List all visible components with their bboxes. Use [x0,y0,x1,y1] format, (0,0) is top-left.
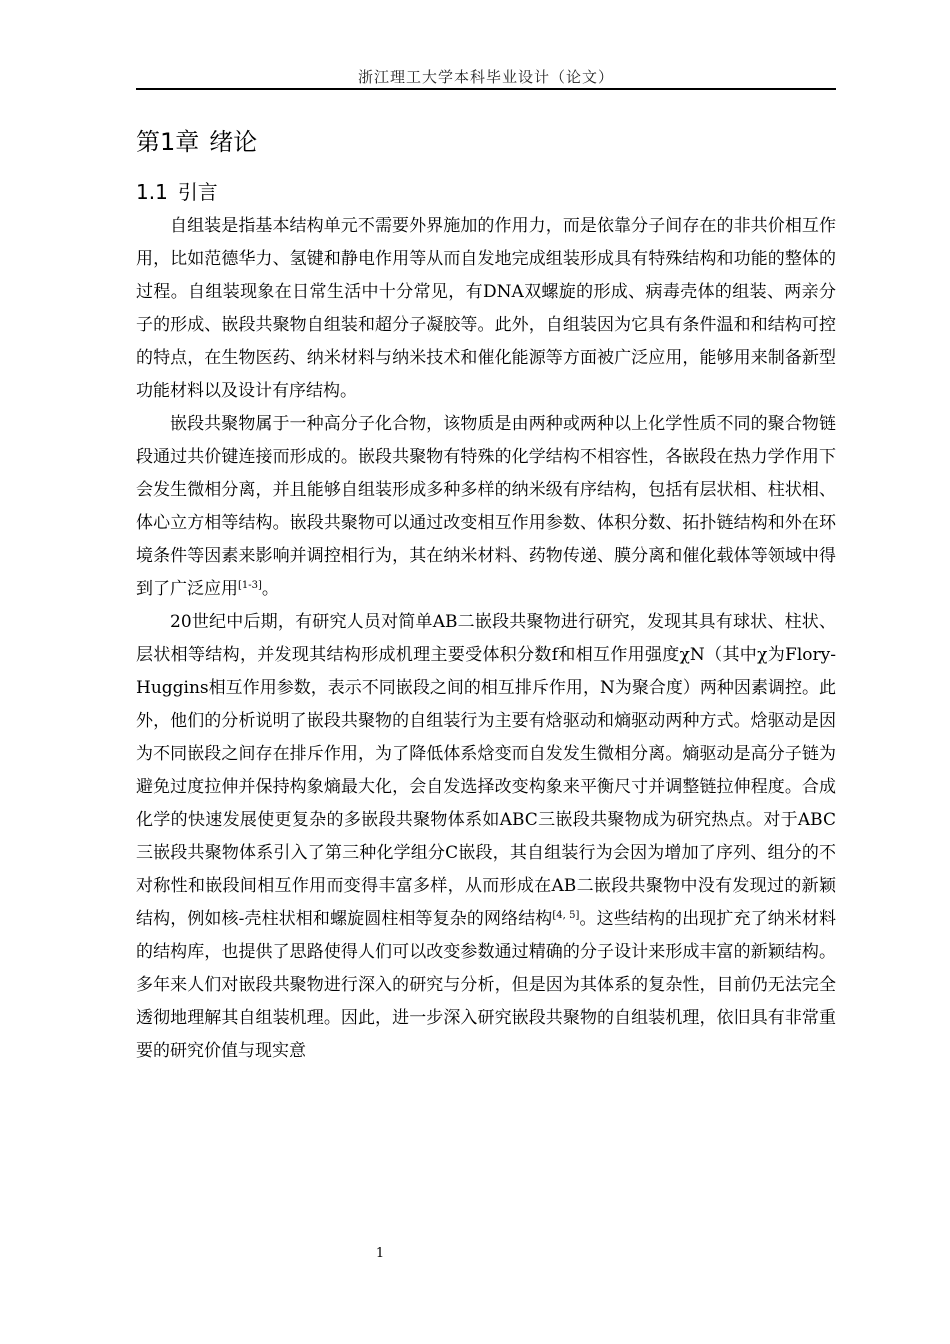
chapter-heading [136,122,267,157]
paragraph [136,210,836,408]
section-heading [136,176,228,205]
chapter-title: 绪论 [209,128,258,156]
paragraph-text: 自组装是指基本结构单元不需要外界施加的作用力，而是依靠分子间存在的非共价相互作用，比如范德华力、氢键和静电作用等从而自发地完成组装形成具有特殊结构和功能的整体的过程。自组装现象在日常生活中十分常见，有DNA双螺旋的形成、病毒壳体的组装、两亲分子的形成、嵌段共聚物自组装和超分子凝胶等。此外，自组装因为它具有条件温和和结构可控的特点，在生物医药、纳米材料与纳米技术和催化能源等方面被广泛应用，能够用来制备新型功能材料以及设计有序结构。 [136,216,836,401]
paragraph [136,408,836,606]
paragraph-text: 嵌段共聚物属于一种高分子化合物，该物质是由两种或两种以上化学性质不同的聚合物链段通过共价键连接而形成的。嵌段共聚物有特殊的化学结构不相容性，各嵌段在热力学作用下会发生微相分离，并且能够自组装形成多种多样的纳米级有序结构，包括有层状相、柱状相、体心立方相等结构。嵌段共聚物可以通过改变相互作用参数、体积分数、拓扑链结构和外在环境条件等因素来影响并调控相行为，其在纳米材料、药物传递、膜分离和催化载体等领域中得到了广泛应用 [136,414,836,599]
section-title: 引言 [177,180,218,204]
citation: [4, 5] [552,910,580,921]
body-text [136,210,836,1068]
running-header: 浙江理工大学本科毕业设计（论文） [357,68,614,86]
paragraph-text: 20世纪中后期，有研究人员对简单AB二嵌段共聚物进行研究，发现其具有球状、柱状、层状相等结构，并发现其结构形成机理主要受体积分数f和相互作用强度χN（其中χ为Flory-Huggins相互作用参数，表示不同嵌段之间的相互排斥作用，N为聚合度）两种因素调控。此外，他们的分析说明了嵌段共聚物的自组装行为主要有焓驱动和熵驱动两种方式。焓驱动是因为不同嵌段之间存在排斥作用，为了降低体系焓变而自发发生微相分离。熵驱动是高分子链为避免过度拉伸并保持构象熵最大化，会自发选择改变构象来平衡尺寸并调整链拉伸程度。合成化学的快速发展使更复杂的多嵌段共聚物体系如ABC三嵌段共聚物成为研究热点。对于ABC三嵌段共聚物体系引入了第三种化学组分C嵌段，其自组装行为会因为增加了序列、组分的不对称性和嵌段间相互作用而变得丰富多样，从而形成在AB二嵌段共聚物中没有发现过的新颖结构，例如核-壳柱状相和螺旋圆柱相等复杂的网络结构 [136,612,836,929]
paragraph [136,606,836,1068]
chapter-number: 第1章 [136,128,200,156]
section-number: 1.1 [136,180,168,204]
header-rule [136,88,836,90]
paragraph-tail: 。这些结构的出现扩充了纳米材料的结构库，也提供了思路使得人们可以改变参数通过精确的分子设计来形成丰富的新颖结构。多年来人们对嵌段共聚物进行深入的研究与分析，但是因为其体系的复杂性，目前仍无法完全透彻地理解其自组装机理。因此，进一步深入研究嵌段共聚物的自组装机理，依旧具有非常重要的研究价值与现实意 [136,909,837,1061]
page-number: 1 [375,1246,385,1261]
paragraph-tail: 。 [261,579,279,599]
citation: [1-3] [238,580,262,591]
